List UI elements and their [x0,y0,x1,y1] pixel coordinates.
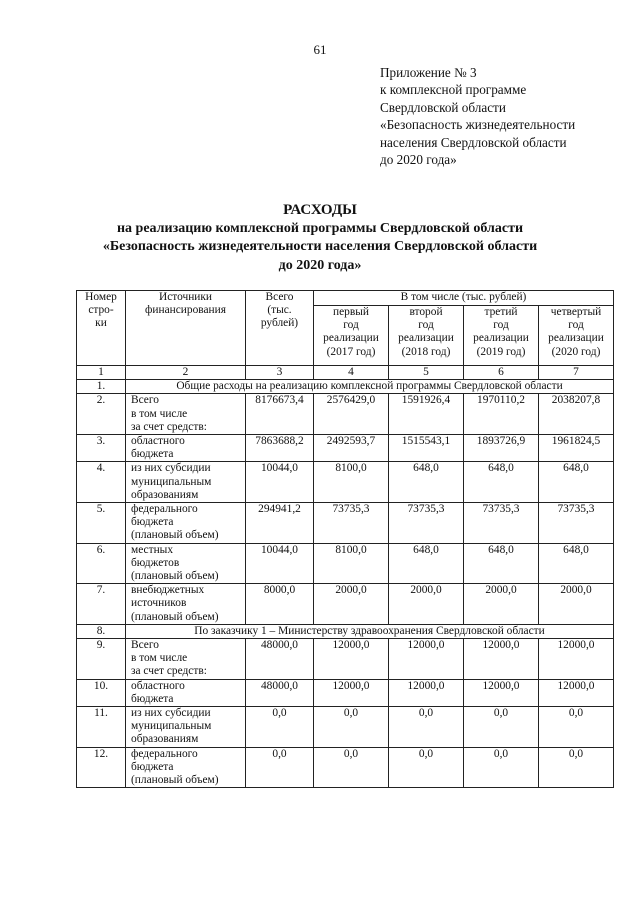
funding-source-line: Всего [131,394,159,407]
funding-source-line: (плановый объем) [131,570,219,583]
column-number: 2 [126,366,246,380]
document-title [0,201,640,275]
page-number: 61 [313,42,327,57]
header-text: реализации [548,332,604,345]
row-number: 10. [77,679,126,706]
year-value: 0,0 [539,707,614,748]
year-value: 2038207,8 [539,394,614,435]
total-value: 10044,0 [246,462,314,503]
year-value: 8100,0 [314,462,389,503]
funding-source-line: федерального [131,503,198,516]
column-number: 4 [314,366,389,380]
header-text: ки [95,317,107,330]
year-value: 12000,0 [464,639,539,680]
year-value: 0,0 [314,747,389,788]
section-row [77,380,614,394]
header-text: реализации [398,332,454,345]
header-year-1 [314,306,389,366]
total-value: 7863688,2 [246,435,314,462]
year-value: 648,0 [539,462,614,503]
funding-source-line: Всего [131,639,159,652]
column-number: 6 [464,366,539,380]
column-number: 5 [389,366,464,380]
header-including: В том числе (тыс. рублей) [314,291,614,306]
header-text: рублей) [260,317,299,330]
row-number: 6. [77,543,126,584]
year-value: 12000,0 [539,679,614,706]
funding-source [126,435,246,462]
header-sources [126,291,246,366]
year-value: 12000,0 [389,639,464,680]
appendix-line: к комплексной программе [380,82,527,98]
funding-source-line: в том числе [131,652,188,665]
table-row [77,462,614,503]
year-value: 648,0 [389,543,464,584]
section-title: Общие расходы на реализацию комплексной программы Свердловской области [126,380,614,394]
total-value: 10044,0 [246,543,314,584]
row-number: 9. [77,639,126,680]
funding-source-line: образованиям [131,488,199,501]
year-value: 0,0 [539,747,614,788]
header-text: год [418,319,434,332]
column-number: 1 [77,366,126,380]
row-number: 11. [77,707,126,748]
row-number: 2. [77,394,126,435]
table-row [77,747,614,788]
year-value: 73735,3 [539,503,614,544]
year-value: 2000,0 [389,584,464,625]
year-value: 0,0 [389,707,464,748]
year-value: 2000,0 [464,584,539,625]
table-row [77,639,614,680]
funding-source-line: муниципальным [131,720,212,733]
appendix-line: Приложение № 3 [380,65,477,80]
funding-source [126,707,246,748]
funding-source-line: областного [131,679,185,692]
year-value: 648,0 [389,462,464,503]
year-value: 8100,0 [314,543,389,584]
appendix-note [380,64,575,168]
total-value: 0,0 [246,707,314,748]
title-line: до 2020 года» [278,257,362,273]
year-value: 12000,0 [539,639,614,680]
table-row [77,435,614,462]
funding-source-line: бюджетов [131,556,180,569]
year-value: 12000,0 [314,639,389,680]
header-text: Источники [158,291,213,303]
table-row [77,679,614,706]
column-number: 3 [246,366,314,380]
year-value: 1970110,2 [464,394,539,435]
header-text: (2017 год) [326,345,376,358]
header-row-number [77,291,126,366]
year-value: 73735,3 [464,503,539,544]
appendix-line: «Безопасность жизнедеятельности [380,117,576,133]
funding-source-line: из них субсидии [131,462,211,475]
funding-source-line: бюджета [131,516,174,529]
year-value: 0,0 [464,747,539,788]
year-value: 12000,0 [314,679,389,706]
header-text: реализации [323,332,379,345]
table-header-row [77,291,614,306]
title-line: РАСХОДЫ [283,202,357,218]
appendix-line: Свердловской области [380,99,506,115]
funding-source-line: за счет средств: [131,665,207,678]
year-value: 2000,0 [539,584,614,625]
table-row [77,503,614,544]
total-value: 0,0 [246,747,314,788]
funding-source-line: областного [131,435,185,448]
table-row [77,394,614,435]
row-number: 12. [77,747,126,788]
year-value: 0,0 [389,747,464,788]
year-value: 2492593,7 [314,435,389,462]
funding-source-line: федерального [131,747,198,760]
appendix-line: до 2020 года» [380,152,457,168]
year-value: 648,0 [464,462,539,503]
title-line: «Безопасность жизнедеятельности населения Свердловской области [102,239,538,254]
year-value: 2576429,0 [314,394,389,435]
header-text: второй [409,306,443,318]
table-row [77,543,614,584]
year-value: 2000,0 [314,584,389,625]
year-value: 1515543,1 [389,435,464,462]
funding-source-line: бюджета [131,760,174,773]
header-text: первый [333,306,369,318]
funding-source [126,639,246,680]
header-text: год [493,319,509,332]
year-value: 12000,0 [389,679,464,706]
table-row [77,707,614,748]
year-value: 1591926,4 [389,394,464,435]
column-number: 7 [539,366,614,380]
funding-source-line: (плановый объем) [131,529,219,542]
funding-source-line: (плановый объем) [131,774,219,787]
appendix-line: населения Свердловской области [380,134,567,150]
header-total [246,291,314,366]
row-number: 4. [77,462,126,503]
expenses-table [76,290,614,788]
total-value: 48000,0 [246,639,314,680]
funding-source [126,679,246,706]
year-value: 0,0 [464,707,539,748]
funding-source-line: из них субсидии [131,707,211,720]
total-value: 8000,0 [246,584,314,625]
funding-source-line: за счет средств: [131,420,207,433]
header-text: год [568,319,584,332]
funding-source-line: муниципальным [131,475,212,488]
funding-source-line: образованиям [131,733,199,746]
funding-source [126,394,246,435]
row-number: 5. [77,503,126,544]
header-year-2 [389,306,464,366]
row-number: 3. [77,435,126,462]
header-text: (тыс. [267,304,292,317]
total-value: 8176673,4 [246,394,314,435]
table-row [77,584,614,625]
total-value: 48000,0 [246,679,314,706]
header-text: третий [484,306,518,318]
funding-source [126,503,246,544]
header-text: год [343,319,359,332]
funding-source [126,747,246,788]
header-year-3 [464,306,539,366]
row-number: 7. [77,584,126,625]
header-text: (2019 год) [476,345,526,358]
header-text: финансирования [145,304,226,317]
year-value: 0,0 [314,707,389,748]
total-value: 294941,2 [246,503,314,544]
section-title: По заказчику 1 – Министерству здравоохранения Свердловской области [126,624,614,638]
funding-source-line: бюджета [131,692,174,705]
header-text: Номер [85,291,117,303]
header-text: (2018 год) [401,345,451,358]
row-number: 8. [77,624,126,638]
year-value: 73735,3 [389,503,464,544]
year-value: 648,0 [539,543,614,584]
funding-source-line: источников [131,597,187,610]
column-numbers-row [77,366,614,380]
funding-source [126,543,246,584]
funding-source-line: в том числе [131,407,188,420]
funding-source [126,462,246,503]
section-row [77,624,614,638]
header-text: четвертый [550,306,602,318]
header-text: Всего [265,291,294,303]
funding-source-line: бюджета [131,448,174,461]
header-year-4 [539,306,614,366]
year-value: 648,0 [464,543,539,584]
year-value: 1961824,5 [539,435,614,462]
funding-source-line: внебюджетных [131,584,205,597]
funding-source [126,584,246,625]
header-text: реализации [473,332,529,345]
funding-source-line: (плановый объем) [131,610,219,623]
title-line: на реализацию комплексной программы Свердловской области [116,220,524,236]
funding-source-line: местных [131,543,174,556]
header-text: стро- [88,304,114,317]
year-value: 73735,3 [314,503,389,544]
year-value: 1893726,9 [464,435,539,462]
header-text: (2020 год) [551,345,601,358]
row-number: 1. [77,380,126,394]
year-value: 12000,0 [464,679,539,706]
